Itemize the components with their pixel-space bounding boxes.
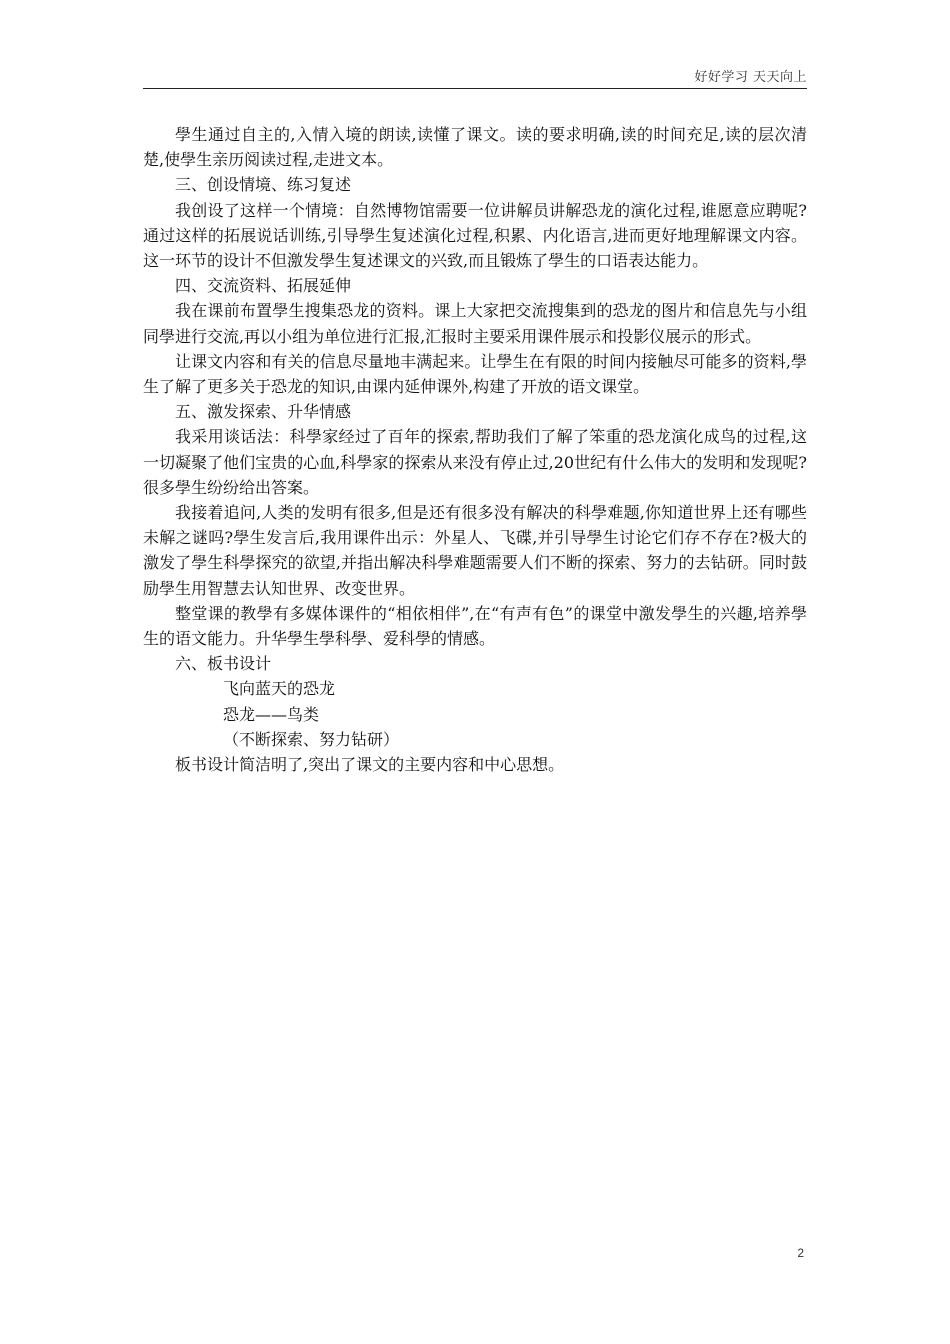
section-heading-3: 三、创设情境、练习复述 <box>175 175 352 195</box>
section-heading-6: 六、板书设计 <box>175 654 272 674</box>
paragraph-discussion: 我采用谈话法：科學家经过了百年的探索,帮助我们了解了笨重的恐龙演化成鸟的过程,这一切凝聚了他们宝贵的心血,科學家的探索从来没有停止过,20世纪有什么伟大的发明和发现呢?很多學生纷纷给出答案。 <box>143 427 807 497</box>
paragraph-summary: 整堂课的教學有多媒体课件的“相依相伴”,在“有声有色”的课堂中激发學生的兴趣,培养學生的语文能力。升华學生學科學、爱科學的情感。 <box>143 603 807 649</box>
paragraph-scenario: 我创设了这样一个情境：自然博物馆需要一位讲解员讲解恐龙的演化过程,谁愿意应聘呢?通过这样的拓展说话训练,引导學生复述演化过程,积累、内化语言,进而更好地理解课文内容。这一环节的设计不但激发學生复述课文的兴致,而且锻炼了學生的口语表达能力。 <box>143 200 807 271</box>
board-line-title: 飞向蓝天的恐龙 <box>223 679 336 699</box>
paragraph-closing: 板书设计简洁明了,突出了课文的主要内容和中心思想。 <box>175 755 565 775</box>
board-line-motto: （不断探索、努力钻研） <box>223 729 400 749</box>
board-line-evolution: 恐龙——鸟类 <box>223 704 320 724</box>
header-slogan: 好好学习 天天向上 <box>694 70 807 85</box>
paragraph-reading-summary: 學生通过自主的,入情入境的朗读,读懂了课文。读的要求明确,读的时间充足,读的层次清楚,使學生亲历阅读过程,走进文本。 <box>143 125 807 170</box>
paragraph-follow-up: 我接着追问,人类的发明有很多,但是还有很多没有解决的科學难题,你知道世界上还有哪些未解之谜吗?學生发言后,我用课件出示：外星人、飞碟,并引导學生讨论它们存不存在?极大的激发了學生科學探究的欲望,并指出解决科學难题需要人们不断的探索、努力的去钻研。同时鼓励學生用智慧去认知世界、改变世界。 <box>143 503 807 598</box>
paragraph-enrichment: 让课文内容和有关的信息尽量地丰满起来。让學生在有限的时间内接触尽可能多的资料,學生了解了更多关于恐龙的知识,由课内延伸课外,构建了开放的语文课堂。 <box>143 351 807 397</box>
page-header <box>143 64 807 89</box>
section-heading-5: 五、激发探索、升华情感 <box>175 402 352 422</box>
section-heading-4: 四、交流资料、拓展延伸 <box>175 276 352 296</box>
paragraph-materials: 我在课前布置學生搜集恐龙的资料。课上大家把交流搜集到的恐龙的图片和信息先与小组同學进行交流,再以小组为单位进行汇报,汇报时主要采用课件展示和投影仪展示的形式。 <box>143 301 807 346</box>
document-body <box>143 122 807 777</box>
page-number: 2 <box>797 1246 804 1260</box>
